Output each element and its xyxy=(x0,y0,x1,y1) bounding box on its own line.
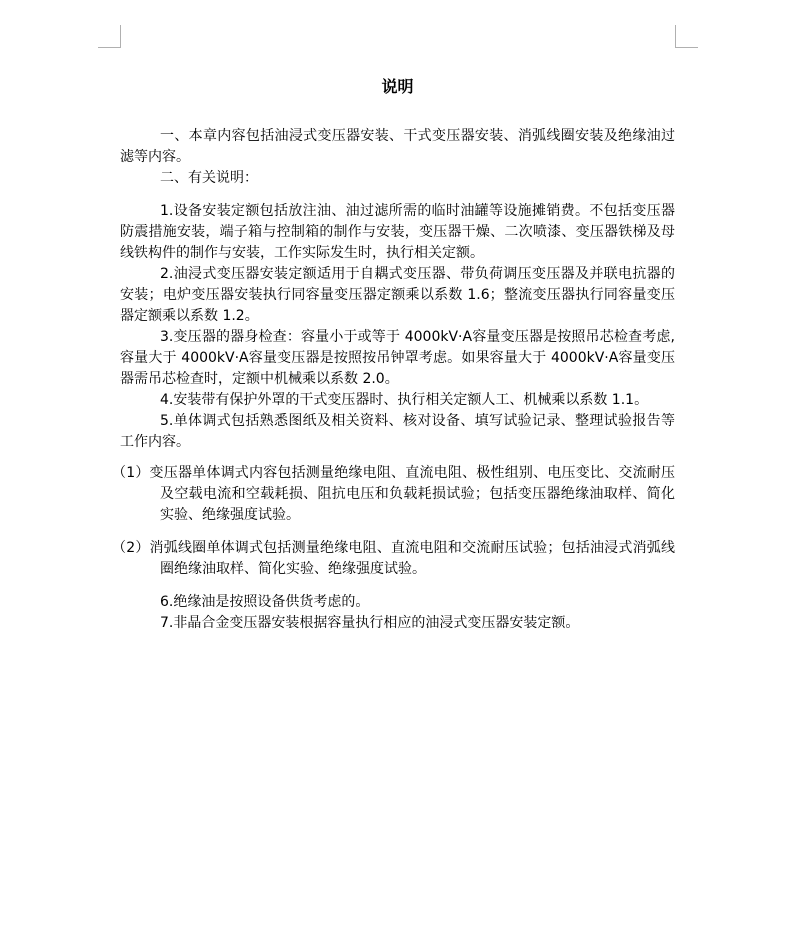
crop-mark-top-right xyxy=(675,25,698,48)
spacer xyxy=(120,189,675,201)
note-item-2: 2.油浸式变压器安装定额适用于自耦式变压器、带负荷调压变压器及并联电抗器的安装；电炉变压器安装执行同容量变压器定额乘以系数 1.6；整流变压器执行同容量变压器定额乘以系数 1.2。 xyxy=(120,266,675,324)
note-item-7: 7.非晶合金变压器安装根据容量执行相应的油浸式变压器安装定额。 xyxy=(160,615,580,631)
spacer xyxy=(120,526,675,538)
sub-item-2: （2）消弧线圈单体调式包括测量绝缘电阻、直流电阻和交流耐压试验；包括油浸式消弧线圈绝缘油取样、简化实验、绝缘强度试验。 xyxy=(112,540,675,577)
note-item-6: 6.绝缘油是按照设备供货考虑的。 xyxy=(160,594,370,610)
crop-mark-top-left xyxy=(98,25,121,48)
document-body xyxy=(112,126,675,634)
spacer xyxy=(120,453,675,463)
paragraph-scope: 一、本章内容包括油浸式变压器安装、干式变压器安装、消弧线圈安装及绝缘油过滤等内容。 xyxy=(120,128,675,165)
note-item-1: 1.设备安装定额包括放注油、油过滤所需的临时油罐等设施摊销费。不包括变压器防震措施安装，端子箱与控制箱的制作与安装，变压器干燥、二次喷漆、变压器铁梯及母线铁构件的制作与安装，工作实际发生时，执行相关定额。 xyxy=(120,203,675,261)
paragraph-notes-heading: 二、有关说明： xyxy=(160,170,258,186)
note-item-4: 4.安装带有保护外罩的干式变压器时、执行相关定额人工、机械乘以系数 1.1。 xyxy=(160,392,649,408)
note-item-3: 3.变压器的器身检查：容量小于或等于 4000kV·A容量变压器是按照吊芯检查考虑,容量大于 4000kV·A容量变压器是按照按吊钟罩考虑。如果容量大于 4000kV·A容量变压器需吊芯检查时，定额中机械乘以系数 2.0。 xyxy=(120,329,675,387)
sub-item-1: （1）变压器单体调式内容包括测量绝缘电阻、直流电阻、极性组别、电压变比、交流耐压及空载电流和空载耗损、阻抗电压和负载耗损试验；包括变压器绝缘油取样、简化实验、绝缘强度试验。 xyxy=(112,465,675,523)
note-item-5: 5.单体调式包括熟悉图纸及相关资料、核对设备、填写试验记录、整理试验报告等工作内容。 xyxy=(120,413,675,450)
page-title: 说明 xyxy=(381,77,414,96)
spacer xyxy=(120,580,675,592)
